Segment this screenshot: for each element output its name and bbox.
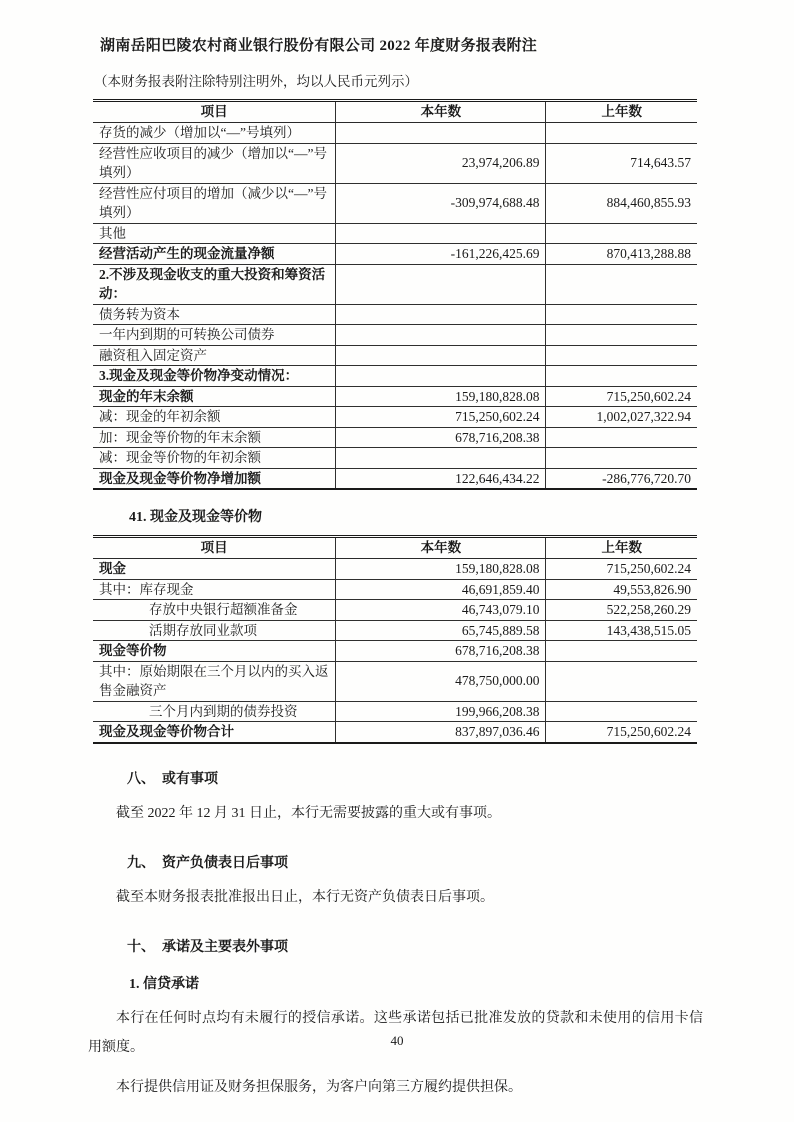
current-year-cell: 678,716,208.38 <box>336 641 546 662</box>
table-row <box>93 366 697 387</box>
table-row <box>93 244 697 265</box>
column-header-item: 项目 <box>93 537 336 559</box>
prior-year-cell: 714,643.57 <box>546 143 697 183</box>
item-cell: 现金及现金等价物净增加额 <box>99 470 261 486</box>
prior-year-cell <box>546 366 697 387</box>
prior-year-cell <box>546 264 697 304</box>
prior-year-cell <box>546 427 697 448</box>
cash-and-equivalents-table <box>93 535 697 744</box>
table-header-row <box>93 101 697 123</box>
table-row <box>93 641 697 662</box>
section-commitments <box>88 936 703 1102</box>
current-year-cell: 478,750,000.00 <box>336 661 546 701</box>
item-cell: 一年内到期的可转换公司债券 <box>93 325 336 346</box>
column-header-current-year: 本年数 <box>336 101 546 123</box>
current-year-cell <box>336 223 546 244</box>
prior-year-cell <box>546 223 697 244</box>
table-row <box>93 386 697 407</box>
prior-year-cell: 884,460,855.93 <box>546 183 697 223</box>
table-row <box>93 722 697 743</box>
item-cell: 加：现金等价物的年末余额 <box>93 427 336 448</box>
item-cell: 存放中央银行超额准备金 <box>93 600 336 621</box>
prior-year-cell: 870,413,288.88 <box>546 244 697 265</box>
current-year-cell <box>336 366 546 387</box>
prior-year-cell: 143,438,515.05 <box>546 620 697 641</box>
table-row <box>93 661 697 701</box>
document-subtitle: （本财务报表附注除特别注明外，均以人民币元列示） <box>94 74 418 89</box>
current-year-cell: 46,743,079.10 <box>336 600 546 621</box>
item-cell: 三个月内到期的债券投资 <box>93 701 336 722</box>
current-year-cell <box>336 325 546 346</box>
column-header-current-year: 本年数 <box>336 537 546 559</box>
table-row <box>93 345 697 366</box>
item-cell: 3.现金及现金等价物净变动情况： <box>93 366 336 387</box>
table-row <box>93 407 697 428</box>
prior-year-cell: 49,553,826.90 <box>546 579 697 600</box>
item-cell: 现金及现金等价物合计 <box>99 724 234 739</box>
prior-year-cell: 715,250,602.24 <box>546 559 697 580</box>
current-year-cell: 65,745,889.58 <box>336 620 546 641</box>
table-row <box>93 264 697 304</box>
prior-year-cell <box>546 641 697 662</box>
current-year-cell: -309,974,688.48 <box>336 183 546 223</box>
current-year-cell: 678,716,208.38 <box>336 427 546 448</box>
table-row <box>93 448 697 469</box>
item-cell: 经营活动产生的现金流量净额 <box>93 244 336 265</box>
prior-year-cell <box>546 325 697 346</box>
current-year-cell: -161,226,425.69 <box>336 244 546 265</box>
section-contingencies <box>93 768 697 828</box>
table-row <box>93 559 697 580</box>
prior-year-cell <box>546 661 697 701</box>
prior-year-cell <box>546 345 697 366</box>
current-year-cell <box>336 304 546 325</box>
table-row <box>93 701 697 722</box>
item-cell: 经营性应付项目的增加（减少以“—”号填列） <box>93 183 336 223</box>
section-post-balance-sheet-events <box>93 852 697 912</box>
table-row <box>93 620 697 641</box>
prior-year-cell <box>546 304 697 325</box>
table-row <box>93 325 697 346</box>
item-cell: 其他 <box>93 223 336 244</box>
item-cell: 现金等价物 <box>93 641 336 662</box>
item-cell: 其中：原始期限在三个月以内的买入返售金融资产 <box>93 661 336 701</box>
current-year-cell: 837,897,036.46 <box>336 722 546 743</box>
table-row <box>93 579 697 600</box>
item-cell: 其中：库存现金 <box>93 579 336 600</box>
table-row <box>93 304 697 325</box>
page-number: 40 <box>390 1033 404 1048</box>
item-cell: 2.不涉及现金收支的重大投资和筹资活动： <box>93 264 336 304</box>
current-year-cell: 122,646,434.22 <box>336 468 546 489</box>
item-cell: 存货的减少（增加以“—”号填列） <box>93 123 336 144</box>
current-year-cell: 199,966,208.38 <box>336 701 546 722</box>
section-heading-10: 十、 承诺及主要表外事项 <box>127 939 288 955</box>
current-year-cell: 46,691,859.40 <box>336 579 546 600</box>
prior-year-cell <box>546 701 697 722</box>
prior-year-cell: 1,002,027,322.94 <box>546 407 697 428</box>
table-row <box>93 143 697 183</box>
section-heading-8: 八、 或有事项 <box>127 771 218 787</box>
current-year-cell: 23,974,206.89 <box>336 143 546 183</box>
table-row <box>93 600 697 621</box>
table-row <box>93 427 697 448</box>
item-cell: 债务转为资本 <box>93 304 336 325</box>
item-cell: 减：现金等价物的年初余额 <box>93 448 336 469</box>
prior-year-cell: 715,250,602.24 <box>546 722 697 743</box>
table-row <box>93 468 697 489</box>
section-paragraph: 截至本财务报表批准报出日止，本行无资产负债表日后事项。 <box>116 889 494 905</box>
prior-year-cell <box>546 448 697 469</box>
item-cell: 现金 <box>93 559 336 580</box>
subsection-heading-credit-commitments: 1. 信贷承诺 <box>129 976 199 992</box>
current-year-cell <box>336 345 546 366</box>
current-year-cell: 159,180,828.08 <box>336 386 546 407</box>
prior-year-cell: -286,776,720.70 <box>546 468 697 489</box>
current-year-cell <box>336 448 546 469</box>
column-header-item: 项目 <box>93 101 336 123</box>
current-year-cell: 159,180,828.08 <box>336 559 546 580</box>
table-row <box>93 183 697 223</box>
item-cell: 融资租入固定资产 <box>93 345 336 366</box>
section-heading-9: 九、 资产负债表日后事项 <box>127 855 288 871</box>
item-cell: 活期存放同业款项 <box>93 620 336 641</box>
item-cell: 减：现金的年初余额 <box>93 407 336 428</box>
section-paragraph: 本行在任何时点均有未履行的授信承诺。这些承诺包括已批准发放的贷款和未使用的信用卡信用额度。 <box>88 1010 703 1055</box>
cash-flow-supplement-table <box>93 99 697 490</box>
column-header-prior-year: 上年数 <box>546 101 697 123</box>
note-41-title: 41. 现金及现金等价物 <box>129 510 262 525</box>
column-header-prior-year: 上年数 <box>546 537 697 559</box>
section-paragraph: 本行提供信用证及财务担保服务，为客户向第三方履约提供担保。 <box>116 1079 522 1095</box>
table-row <box>93 123 697 144</box>
item-cell: 现金的年末余额 <box>93 386 336 407</box>
document-title: 湖南岳阳巴陵农村商业银行股份有限公司 2022 年度财务报表附注 <box>100 38 538 54</box>
current-year-cell <box>336 123 546 144</box>
table-row <box>93 223 697 244</box>
prior-year-cell <box>546 123 697 144</box>
current-year-cell <box>336 264 546 304</box>
prior-year-cell: 715,250,602.24 <box>546 386 697 407</box>
current-year-cell: 715,250,602.24 <box>336 407 546 428</box>
section-paragraph: 截至 2022 年 12 月 31 日止，本行无需要披露的重大或有事项。 <box>116 805 501 821</box>
table-header-row <box>93 537 697 559</box>
prior-year-cell: 522,258,260.29 <box>546 600 697 621</box>
item-cell: 经营性应收项目的减少（增加以“—”号填列） <box>93 143 336 183</box>
